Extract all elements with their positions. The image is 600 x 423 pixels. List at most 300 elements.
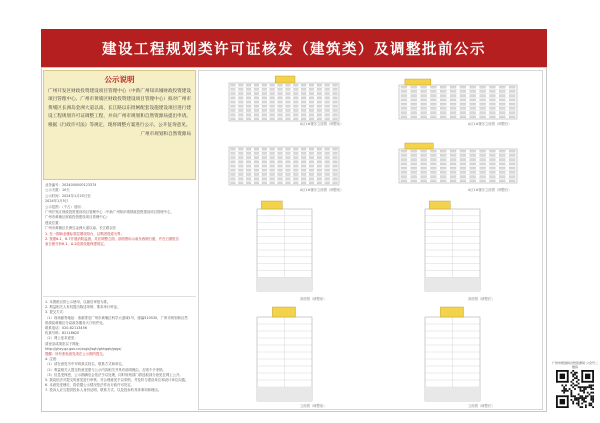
window <box>293 114 298 116</box>
window <box>450 95 456 97</box>
qr-cell <box>590 403 592 405</box>
window <box>278 173 283 175</box>
window <box>450 167 456 169</box>
window <box>333 88 338 90</box>
window <box>499 116 505 118</box>
window <box>499 171 505 173</box>
window <box>421 103 427 105</box>
info-row: 业务编号：2024000000123374 <box>45 183 97 187</box>
window <box>401 176 407 178</box>
qr-cell <box>590 395 592 397</box>
window <box>270 105 275 107</box>
window <box>293 148 298 150</box>
qr-cell <box>565 388 567 390</box>
window <box>293 178 298 180</box>
window <box>254 182 259 184</box>
window <box>301 109 306 111</box>
window <box>262 173 267 175</box>
window <box>440 90 446 92</box>
window <box>401 116 407 118</box>
qr-cell <box>583 392 585 394</box>
qr-cell <box>574 377 576 379</box>
window <box>246 157 251 159</box>
window <box>499 163 505 165</box>
window <box>309 152 314 154</box>
window <box>509 107 515 109</box>
window <box>278 93 283 95</box>
window <box>411 90 417 92</box>
qr-cell <box>570 392 572 394</box>
window <box>231 161 236 163</box>
qr-cell <box>587 395 589 397</box>
building-outline <box>229 83 339 121</box>
window <box>333 182 338 184</box>
window <box>480 167 486 169</box>
qr-cell <box>574 372 576 374</box>
adjustment-item: 1. 在一期商业楼标准层增设阳台，以集团管道为界； <box>45 231 124 236</box>
qr-cell <box>581 399 583 401</box>
qr-cell <box>578 386 580 388</box>
window <box>401 90 407 92</box>
qr-cell <box>567 390 569 392</box>
qr-cell <box>574 384 576 386</box>
window <box>317 88 322 90</box>
window <box>286 148 291 150</box>
window <box>246 105 251 107</box>
window <box>401 99 407 101</box>
qr-cell <box>583 390 585 392</box>
qr-cell <box>560 399 565 404</box>
window <box>262 93 267 95</box>
window <box>489 116 495 118</box>
window <box>309 101 314 103</box>
window <box>509 167 515 169</box>
window <box>325 169 330 171</box>
window <box>489 163 495 165</box>
window <box>231 97 236 99</box>
qr-cell <box>576 403 578 405</box>
qr-cell <box>578 401 580 403</box>
window <box>489 180 495 182</box>
qr-cell <box>570 390 572 392</box>
window <box>440 176 446 178</box>
window <box>480 112 486 114</box>
qr-cell <box>580 386 582 388</box>
window <box>262 152 267 154</box>
window <box>286 97 291 99</box>
window <box>293 165 298 167</box>
window <box>231 88 236 90</box>
qr-cell <box>576 399 578 401</box>
adjustment-item: 表日照分析6-1、A-2改善设施保建规定。 <box>45 242 108 247</box>
rooftop-highlight <box>429 201 450 209</box>
note-row: 7. 投诉人应当提供投诉人身份证明、联系方式、以及投诉的具体事项和理由。 <box>45 388 162 393</box>
window <box>293 101 298 103</box>
window <box>270 84 275 86</box>
window <box>325 88 330 90</box>
divider <box>43 296 196 297</box>
window <box>499 176 505 178</box>
page-title: 建设工程规划类许可证核发（建筑类）及调整批前公示 <box>41 29 547 67</box>
window <box>238 165 243 167</box>
window <box>278 88 283 90</box>
window <box>231 105 236 107</box>
qr-cell <box>576 372 578 374</box>
window <box>480 159 486 161</box>
window <box>480 154 486 156</box>
window <box>509 86 515 88</box>
window <box>246 161 251 163</box>
window <box>325 101 330 103</box>
qr-cell <box>590 399 592 401</box>
window <box>278 169 283 171</box>
window <box>509 95 515 97</box>
window <box>262 157 267 159</box>
window <box>470 112 476 114</box>
window <box>278 105 283 107</box>
window <box>270 93 275 95</box>
window <box>325 165 330 167</box>
window <box>246 84 251 86</box>
qr-cell <box>563 388 565 390</box>
window <box>470 180 476 182</box>
window <box>286 178 291 180</box>
window <box>293 109 298 111</box>
info-row: 广州市黄埔区长洲岛金洲大道以南、长江路以东 <box>45 226 117 231</box>
window <box>301 148 306 150</box>
qr-cell <box>563 386 565 388</box>
window <box>293 182 298 184</box>
window <box>450 107 456 109</box>
qr-cell <box>590 384 592 386</box>
window <box>278 97 283 99</box>
note-row: 2. 利益相关人有权提出陈述申辩、要求举行听证。 <box>45 305 121 310</box>
window <box>401 112 407 114</box>
window <box>509 176 515 178</box>
window <box>325 178 330 180</box>
window <box>317 173 322 175</box>
window <box>499 95 505 97</box>
window <box>430 180 436 182</box>
window <box>262 84 267 86</box>
qr-cell <box>590 404 592 406</box>
window <box>411 112 417 114</box>
window <box>254 161 259 163</box>
window <box>411 163 417 165</box>
window <box>450 86 456 88</box>
window <box>231 118 236 120</box>
window <box>470 116 476 118</box>
window <box>278 148 283 150</box>
window <box>231 178 236 180</box>
window <box>430 150 436 152</box>
info-row: 2024年1月5日 <box>45 199 69 204</box>
window <box>333 109 338 111</box>
window <box>470 167 476 169</box>
window <box>411 95 417 97</box>
rooftop-highlight <box>440 307 463 317</box>
window <box>270 148 275 150</box>
window <box>440 163 446 165</box>
drawing-caption: A区1#楼东立面图（调整后） <box>468 122 512 126</box>
window <box>440 159 446 161</box>
window <box>270 161 275 163</box>
window <box>309 178 314 180</box>
window <box>480 86 486 88</box>
qr-cell <box>592 395 594 397</box>
window <box>278 114 283 116</box>
window <box>262 178 267 180</box>
window <box>317 84 322 86</box>
window <box>254 101 259 103</box>
qr-cell <box>581 403 583 405</box>
window <box>246 178 251 180</box>
window <box>430 107 436 109</box>
window <box>325 157 330 159</box>
window <box>333 97 338 99</box>
window <box>317 101 322 103</box>
window <box>499 180 505 182</box>
info-row: 公示时间：2024年1月25日至 <box>45 193 91 198</box>
window <box>401 95 407 97</box>
qr-cell <box>581 390 583 392</box>
window <box>411 150 417 152</box>
window <box>470 154 476 156</box>
window <box>333 173 338 175</box>
window <box>317 178 322 180</box>
window <box>246 88 251 90</box>
window <box>278 161 283 163</box>
info-row: 公示天数：10天 <box>45 188 70 193</box>
window <box>231 169 236 171</box>
window <box>286 157 291 159</box>
note-warning: 提醒：所有张贴意见须在公示期内提交。 <box>45 352 107 357</box>
window <box>262 105 267 107</box>
qr-cell <box>589 394 591 396</box>
window <box>411 86 417 88</box>
window <box>286 105 291 107</box>
qr-cell <box>581 381 594 383</box>
window <box>293 118 298 120</box>
window <box>450 171 456 173</box>
window <box>440 103 446 105</box>
window <box>470 171 476 173</box>
window <box>238 114 243 116</box>
window <box>254 178 259 180</box>
window <box>401 154 407 156</box>
window <box>262 165 267 167</box>
window <box>489 176 495 178</box>
window <box>509 171 515 173</box>
window <box>333 161 338 163</box>
building-outline <box>229 147 339 185</box>
window <box>401 180 407 182</box>
window <box>286 88 291 90</box>
window <box>460 171 466 173</box>
qr-cell <box>565 384 567 386</box>
note-row: 请登录或浏览以下网址： <box>45 341 83 346</box>
window <box>309 93 314 95</box>
window <box>278 165 283 167</box>
qr-cell <box>589 386 591 388</box>
window <box>246 165 251 167</box>
window <box>480 180 486 182</box>
window <box>401 171 407 173</box>
window <box>238 182 243 184</box>
qr-cell <box>578 403 580 405</box>
window <box>231 109 236 111</box>
window <box>231 148 236 150</box>
window <box>301 88 306 90</box>
qr-cell <box>570 399 572 401</box>
window <box>460 150 466 152</box>
qr-cell <box>561 390 563 392</box>
base-zone <box>257 277 312 291</box>
window <box>489 90 495 92</box>
window <box>460 154 466 156</box>
qr-cell <box>581 386 583 388</box>
window <box>246 169 251 171</box>
window <box>421 159 427 161</box>
notice-signature: 广州市规划和自然资源局 <box>140 132 191 138</box>
qr-cell <box>556 370 569 372</box>
window <box>293 88 298 90</box>
window <box>430 159 436 161</box>
qr-cell <box>565 390 567 392</box>
window <box>480 95 486 97</box>
window <box>301 169 306 171</box>
window <box>421 90 427 92</box>
window <box>293 169 298 171</box>
window <box>270 157 275 159</box>
window <box>325 182 330 184</box>
qr-caption: 广州市规划和自然资源局 公众号二维码 <box>552 361 598 369</box>
qr-cell <box>585 388 587 390</box>
window <box>325 93 330 95</box>
window <box>278 109 283 111</box>
qr-cell <box>574 388 576 390</box>
window <box>270 88 275 90</box>
qr-cell <box>556 395 569 397</box>
window <box>254 173 259 175</box>
window <box>278 118 283 120</box>
qr-cell <box>581 397 583 399</box>
window <box>317 97 322 99</box>
window <box>509 150 515 152</box>
window <box>401 167 407 169</box>
window <box>254 88 259 90</box>
window <box>254 97 259 99</box>
info-row: 建设位置： <box>45 220 62 225</box>
qr-cell <box>592 392 594 394</box>
window <box>309 88 314 90</box>
info-row: 公示范围：（不占）适用： <box>45 204 84 209</box>
window <box>411 171 417 173</box>
window <box>262 161 267 163</box>
window <box>460 99 466 101</box>
window <box>301 152 306 154</box>
qr-cell <box>581 370 583 383</box>
window <box>440 95 446 97</box>
qr-cell <box>581 406 583 408</box>
window <box>460 167 466 169</box>
base-zone <box>425 277 480 291</box>
qr-cell <box>578 383 580 385</box>
rooftop-highlight <box>405 79 431 85</box>
qr-cell <box>569 388 571 390</box>
window <box>254 165 259 167</box>
qr-cell <box>585 386 587 388</box>
window <box>309 182 314 184</box>
qr-cell <box>578 397 580 399</box>
window <box>317 152 322 154</box>
window <box>450 176 456 178</box>
window <box>489 86 495 88</box>
window <box>470 90 476 92</box>
qr-cell <box>583 401 585 403</box>
window <box>480 163 486 165</box>
qr-cell <box>578 394 580 396</box>
window <box>325 109 330 111</box>
note-row[interactable]: http://ghzy.gz.gov.cn/xxgk/jsgh/ghkgqk/gsgs/ <box>45 346 122 351</box>
qr-cell <box>590 397 592 399</box>
window <box>333 105 338 107</box>
qr-cell <box>580 406 582 408</box>
window <box>470 159 476 161</box>
qr-cell <box>560 374 565 379</box>
window <box>293 157 298 159</box>
window <box>509 154 515 156</box>
window <box>231 173 236 175</box>
qr-code[interactable] <box>556 370 594 408</box>
window <box>238 152 243 154</box>
window <box>460 112 466 114</box>
window <box>262 182 267 184</box>
window <box>430 112 436 114</box>
public-notes <box>45 300 195 394</box>
window <box>262 169 267 171</box>
window <box>301 182 306 184</box>
window <box>309 169 314 171</box>
window <box>238 93 243 95</box>
qr-cell <box>592 384 594 386</box>
window <box>270 165 275 167</box>
window <box>270 97 275 99</box>
window <box>411 176 417 178</box>
window <box>246 152 251 154</box>
window <box>246 101 251 103</box>
window <box>460 159 466 161</box>
window <box>286 114 291 116</box>
window <box>411 180 417 182</box>
window <box>480 99 486 101</box>
window <box>262 148 267 150</box>
window <box>440 86 446 88</box>
qr-cell <box>583 388 585 390</box>
window <box>489 95 495 97</box>
drawing-caption: 剖面图（调整前） <box>300 297 327 301</box>
qr-cell <box>572 374 574 376</box>
note-row: （1）请在意见书中写明真实姓名、联系方式和单位。 <box>45 362 126 367</box>
window <box>333 114 338 116</box>
window <box>333 157 338 159</box>
window <box>489 107 495 109</box>
window <box>470 107 476 109</box>
window <box>286 161 291 163</box>
window <box>325 114 330 116</box>
window <box>301 178 306 180</box>
qr-cell <box>572 395 574 397</box>
